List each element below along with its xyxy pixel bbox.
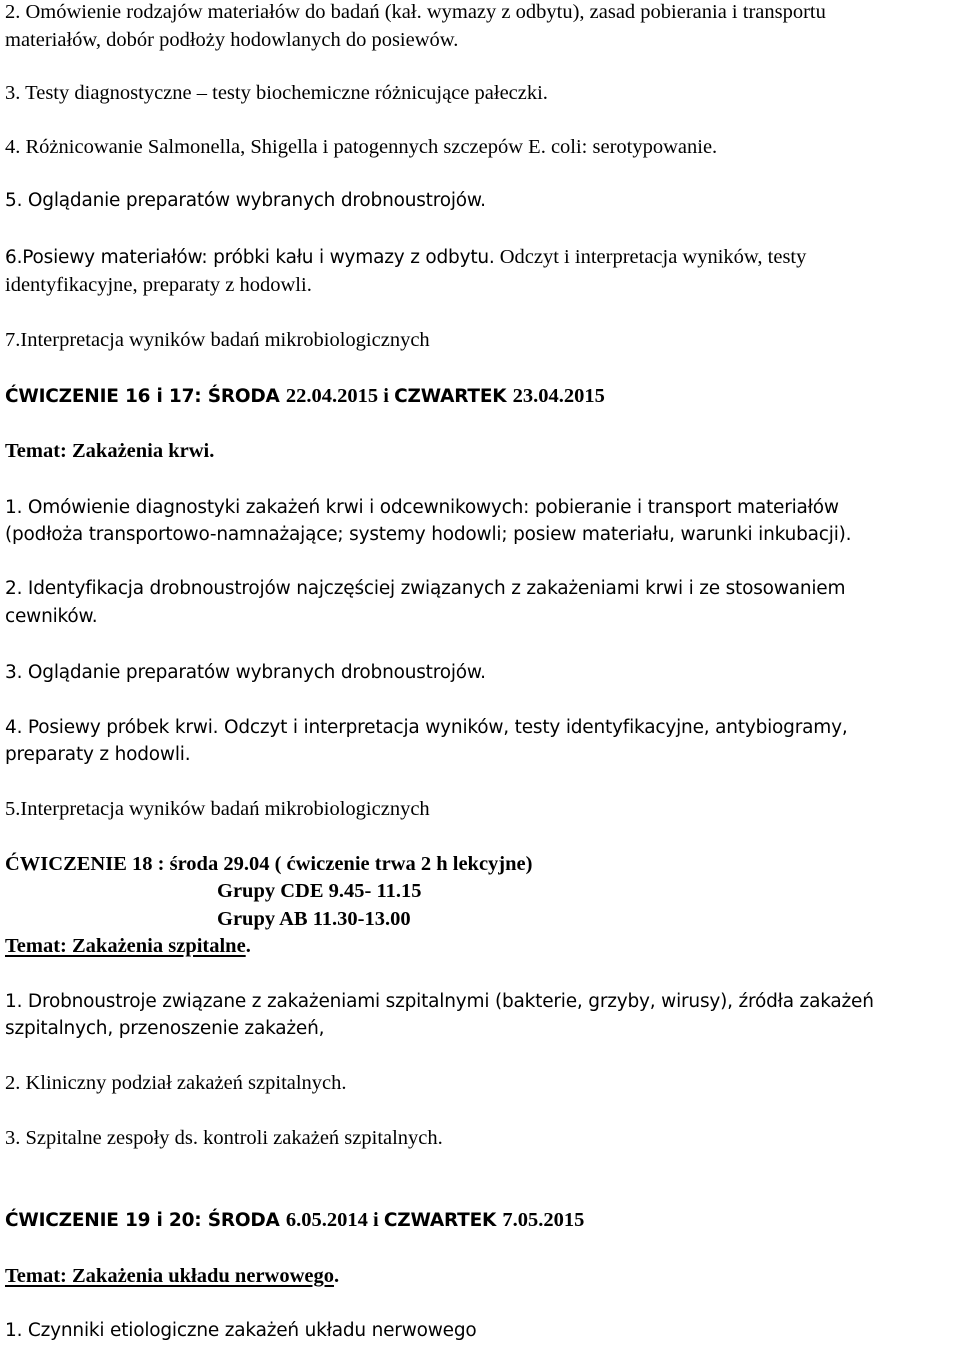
text-line: 2. Omówienie rodzajów materiałów do badań (kał. wymazy z odbytu), zasad pobierania i transportu (5, 1, 826, 23)
text-line: 4. Różnicowanie Salmonella, Shigella i patogennych szczepów E. coli: serotypowanie. (5, 136, 718, 158)
text-line: 3. Szpitalne zespoły ds. kontroli zakażeń szpitalnych. (5, 1127, 443, 1149)
text-line: 5.Interpretacja wyników badań mikrobiologicznych (5, 798, 430, 820)
text-line: 1. Drobnoustroje związane z zakażeniami szpitalnymi (bakterie, grzyby, wirusy), źródła zakażeń (5, 991, 874, 1012)
text-run: 4. Posiewy próbek krwi. (5, 717, 219, 738)
text-line: 2. Kliniczny podział zakażeń szpitalnych. (5, 1072, 347, 1094)
text-run: 22.04.2015 i (285, 385, 395, 407)
text-line (5, 244, 806, 271)
text-line: 3. Testy diagnostyczne – testy biochemiczne różnicujące pałeczki. (5, 82, 548, 104)
text-run: 6.Posiewy materiałów: próbki kału i wymazy z odbytu. (5, 247, 495, 268)
section-heading (5, 1207, 584, 1234)
text-line: 7.Interpretacja wyników badań mikrobiologicznych (5, 329, 430, 351)
section-heading (5, 383, 605, 410)
text-run: . (245, 935, 251, 957)
group-schedule: Grupy AB 11.30-13.00 (217, 908, 411, 930)
text-line: 3. Oglądanie preparatów wybranych drobnoustrojów. (5, 662, 486, 683)
topic-heading: Temat: Zakażenia krwi. (5, 440, 215, 462)
topic-heading (5, 933, 251, 959)
text-line: 1. Omówienie diagnostyki zakażeń krwi i odcewnikowych: pobieranie i transport materiałów (5, 497, 839, 518)
text-run: Odczyt i interpretacja wyników, testy identyfikacyjne, antybiogramy, (218, 717, 848, 738)
text-line: materiałów, dobór podłoży hodowlanych do posiewów. (5, 29, 459, 51)
text-run: CZWARTEK (394, 386, 513, 407)
text-run: ĆWICZENIE 19 i 20: ŚRODA (5, 1210, 286, 1231)
text-run: Odczyt i interpretacja wyników, testy (494, 246, 807, 268)
text-run: 23.04.2015 (512, 385, 605, 407)
text-line: preparaty z hodowli. (5, 744, 191, 765)
text-run: CZWARTEK (383, 1210, 503, 1231)
text-line (5, 714, 848, 741)
text-run: 7.05.2015 (502, 1209, 585, 1231)
text-run: ĆWICZENIE 16 i 17: ŚRODA (5, 386, 286, 407)
text-line: 5. Oglądanie preparatów wybranych drobnoustrojów. (5, 190, 486, 211)
text-line: 2. Identyfikacja drobnoustrojów najczęściej związanych z zakażeniami krwi i ze stosowaniem (5, 578, 846, 599)
text-line: (podłoża transportowo-namnażające; systemy hodowli; posiew materiału, warunki inkubacji). (5, 524, 852, 545)
text-line: szpitalnych, przenoszenie zakażeń, (5, 1018, 325, 1039)
section-heading: ĆWICZENIE 18 : środa 29.04 ( ćwiczenie trwa 2 h lekcyjne) (5, 853, 533, 875)
text-line: identyfikacyjne, preparaty z hodowli. (5, 274, 312, 296)
group-schedule: Grupy CDE 9.45- 11.15 (217, 880, 422, 902)
text-line: 1. Czynniki etiologiczne zakażeń układu nerwowego (5, 1320, 477, 1341)
topic-heading (5, 1263, 339, 1289)
text-run: 6.05.2014 i (285, 1209, 384, 1231)
text-line: cewników. (5, 606, 98, 627)
text-run: Temat: Zakażenia szpitalne (5, 935, 246, 957)
text-run: Temat: Zakażenia układu nerwowego (5, 1265, 334, 1287)
text-run: . (333, 1265, 340, 1287)
